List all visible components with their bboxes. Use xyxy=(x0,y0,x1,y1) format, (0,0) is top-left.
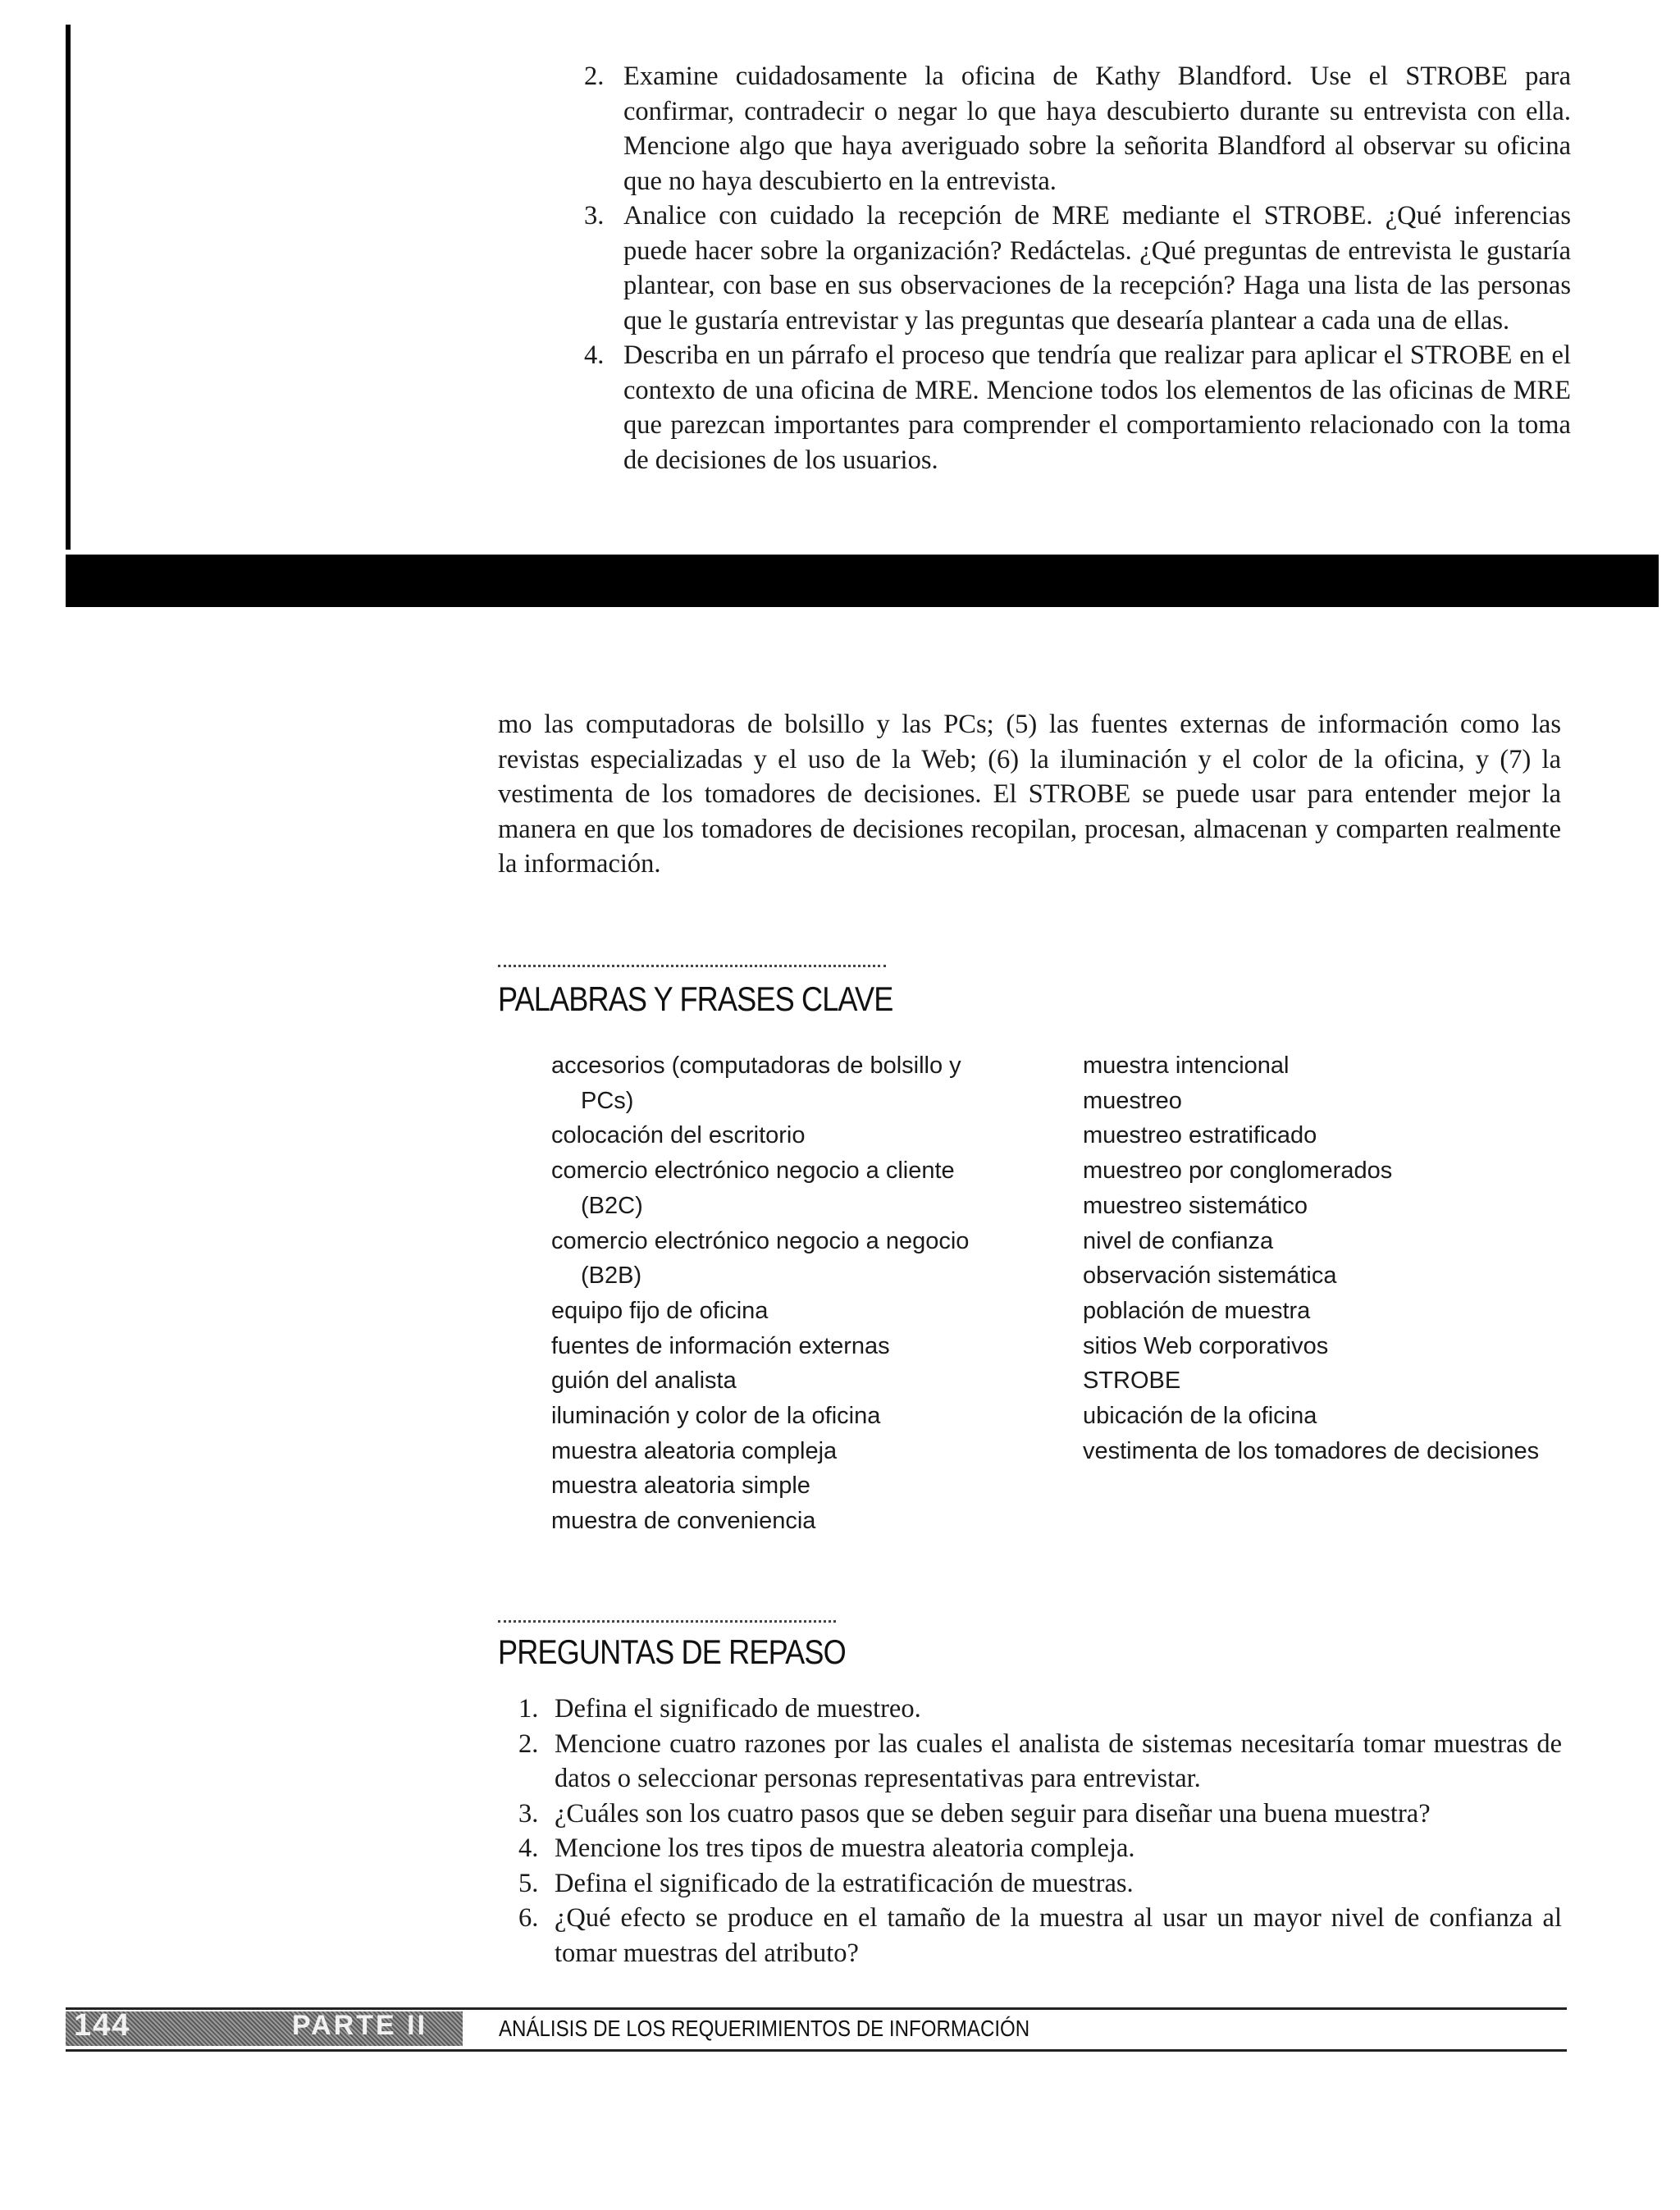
question-number: 4. xyxy=(518,1833,539,1863)
question-number: 5. xyxy=(518,1868,539,1898)
body-paragraph: mo las computadoras de bolsillo y las PCs; (5) las fuentes externas de información como las revistas especializadas y el uso de la Web; (6) la iluminación y el color de la oficina, y (7) la vestimenta de los tomadores de decisiones. El STROBE se puede usar para entender mejor la manera en que los tomadores de decisiones recopilan, procesan, almacenan y comparten realmente la información. xyxy=(498,710,1561,879)
part-label: PARTE II xyxy=(292,2010,428,2041)
question-number: 6. xyxy=(518,1903,539,1933)
key-term: muestra de conveniencia xyxy=(551,1508,816,1535)
review-question xyxy=(518,1831,1562,1866)
key-terms-heading: PALABRAS Y FRASES CLAVE xyxy=(498,979,893,1018)
key-term: iluminación y color de la oficina xyxy=(551,1403,881,1430)
question-text: Mencione cuatro razones por las cuales el analista de sistemas necesitaría tomar muestras de datos o seleccionar personas representativas para entrevistar. xyxy=(555,1728,1562,1793)
key-terms-left-column xyxy=(551,1048,1011,1539)
key-term: muestreo estratificado xyxy=(1083,1122,1317,1149)
exercise-number: 3. xyxy=(584,201,605,231)
key-term: muestra aleatoria simple xyxy=(551,1473,810,1500)
running-footer-title: ANÁLISIS DE LOS REQUERIMIENTOS DE INFORMACIÓN xyxy=(499,2016,1030,2041)
exercise-number: 4. xyxy=(584,340,605,370)
key-term: comercio electrónico negocio a cliente (B2C) xyxy=(551,1158,955,1219)
key-term: guión del analista xyxy=(551,1368,737,1395)
question-text: ¿Cuáles son los cuatro pasos que se deben seguir para diseñar una buena muestra? xyxy=(555,1798,1431,1829)
key-term: colocación del escritorio xyxy=(551,1122,806,1149)
exercise-list xyxy=(574,59,1571,477)
question-text: Defina el significado de la estratificación de muestras. xyxy=(555,1868,1134,1898)
question-text: Defina el significado de muestreo. xyxy=(555,1694,921,1724)
section-rule xyxy=(498,1620,836,1623)
key-term: fuentes de información externas xyxy=(551,1332,890,1359)
question-number: 3. xyxy=(518,1798,539,1829)
key-terms-right-column xyxy=(1083,1048,1542,1468)
key-term: comercio electrónico negocio a negocio (B2B) xyxy=(551,1227,970,1290)
review-questions-list xyxy=(518,1692,1562,1970)
review-question xyxy=(518,1901,1562,1970)
exercise-bottom-bar xyxy=(66,555,1659,607)
review-question xyxy=(518,1727,1562,1797)
key-term: accesorios (computadoras de bolsillo y PCs) xyxy=(551,1052,961,1114)
exercise-item xyxy=(574,199,1571,338)
exercise-text: Examine cuidadosamente la oficina de Kathy Blandford. Use el STROBE para confirmar, contradecir o negar lo que haya descubierto durante su entrevista con ella. Mencione algo que haya averiguado sobre la señorita Blandford al observar su oficina que no haya descubierto en la entrevista. xyxy=(623,62,1571,196)
footer-rule xyxy=(66,2049,1567,2052)
exercise-text: Analice con cuidado la recepción de MRE mediante el STROBE. ¿Qué inferencias puede hacer sobre la organización? Redáctelas. ¿Qué preguntas de entrevista le gustaría plantear, con base en sus observaciones de la recepción? Haga una lista de las personas que le gustaría entrevistar y las preguntas que desearía plantear a cada una de ellas. xyxy=(623,201,1571,336)
key-term: muestreo por conglomerados xyxy=(1083,1158,1393,1185)
section-rule xyxy=(498,965,886,967)
exercise-text: Describa en un párrafo el proceso que tendría que realizar para aplicar el STROBE en el contexto de una oficina de MRE. Mencione todos los elementos de las oficinas de MRE que parezcan importantes para comprender el comportamiento relacionado con la toma de decisiones de los usuarios. xyxy=(623,340,1571,475)
key-term: nivel de confianza xyxy=(1083,1227,1274,1254)
key-term: población de muestra xyxy=(1083,1297,1311,1324)
question-number: 2. xyxy=(518,1728,539,1759)
key-term: vestimenta de los tomadores de decisiones xyxy=(1083,1437,1540,1464)
page-number: 144 xyxy=(74,2008,131,2043)
review-heading: PREGUNTAS DE REPASO xyxy=(498,1632,846,1671)
footer-rule xyxy=(66,2007,1567,2010)
key-term: equipo fijo de oficina xyxy=(551,1297,769,1324)
exercise-item xyxy=(574,338,1571,477)
question-text: Mencione los tres tipos de muestra aleatoria compleja. xyxy=(555,1833,1135,1863)
key-term: STROBE xyxy=(1083,1368,1181,1395)
review-question xyxy=(518,1692,1562,1727)
question-text: ¿Qué efecto se produce en el tamaño de la muestra al usar un mayor nivel de confianza al tomar muestras del atributo? xyxy=(555,1903,1562,1968)
key-term: muestra intencional xyxy=(1083,1052,1290,1079)
review-question xyxy=(518,1797,1562,1832)
key-term: sitios Web corporativos xyxy=(1083,1332,1329,1359)
exercise-item xyxy=(574,59,1571,199)
review-question xyxy=(518,1866,1562,1902)
key-term: muestreo sistemático xyxy=(1083,1192,1308,1219)
key-term: muestreo xyxy=(1083,1087,1182,1114)
exercise-number: 2. xyxy=(584,62,605,91)
key-term: muestra aleatoria compleja xyxy=(551,1437,838,1464)
key-term: observación sistemática xyxy=(1083,1263,1337,1290)
key-term: ubicación de la oficina xyxy=(1083,1403,1317,1430)
question-number: 1. xyxy=(518,1694,539,1724)
